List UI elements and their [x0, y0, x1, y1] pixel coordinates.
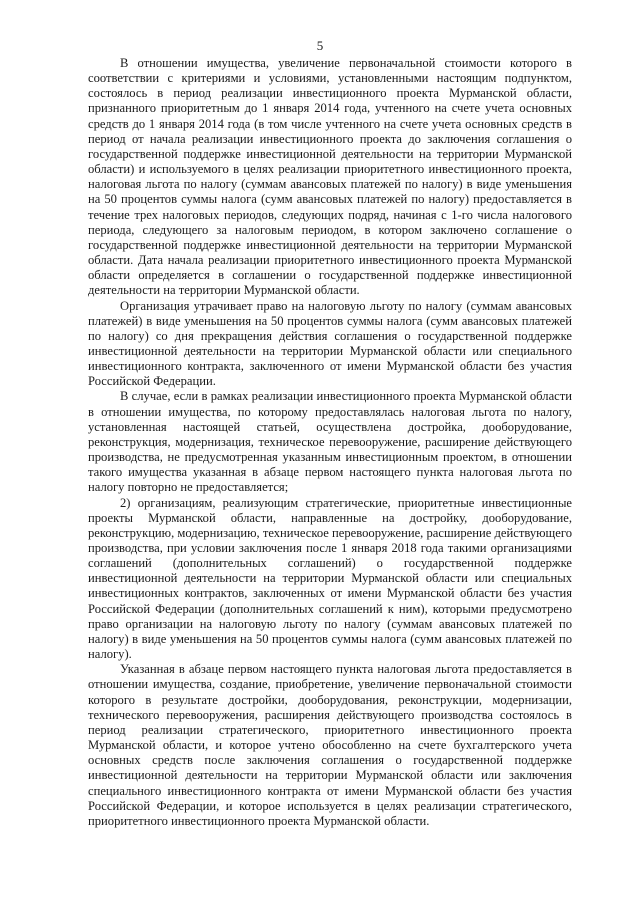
page-number: 5	[316, 38, 324, 53]
paragraph-item-2-organizations: 2) организациям, реализующим стратегические, приоритетные инвестиционные проекты Мурманской области, направленные на достройку, дооборудование, реконструкцию, модернизацию, техническое перевооружение, расширение действующего производства, при условии заключения после 1 января 2018 года такими организациями соглашений (дополнительных соглашений) о государственной поддержке инвестиционной деятельности на территории Мурманской области или специальных инвестиционных контрактов, заключенных от имени Мурманской области без участия Российской Федерации (дополнительных соглашений к ним), которыми предусмотрено право организации на налоговую льготу по налогу (суммам авансовых платежей по налогу) в виде уменьшения на 50 процентов суммы налога (сумм авансовых платежей по налогу).	[88, 495, 572, 662]
paragraph-reconstruction-case: В случае, если в рамках реализации инвестиционного проекта Мурманской области в отношении имущества, по которому предоставлялась налоговая льгота по налогу, установленная настоящей статьей, осуществлена достройка, дооборудование, реконструкция, модернизация, техническое перевооружение, расширение действующего производства, не предусмотренная указанным инвестиционным проектом, в отношении такого имущества указанная в абзаце первом настоящего пункта налоговая льгота по налогу повторно не предоставляется;	[88, 389, 572, 495]
paragraph-property-value-increase: В отношении имущества, увеличение первоначальной стоимости которого в соответствии с критериями и условиями, установленными настоящим подпунктом, состоялось в период реализации инвестиционного проекта Мурманской области, признанного приоритетным до 1 января 2014 года, учтенного на счете учета основных средств до 1 января 2014 года (в том числе учтенного на счете учета основных средств в период от начала реализации инвестиционного проекта до заключения соглашения о государственной поддержке инвестиционной деятельности на территории Мурманской области) и используемого в целях реализации приоритетного инвестиционного проекта, налоговая льгота по налогу (суммам авансовых платежей по налогу) в виде уменьшения на 50 процентов суммы налога (сумм авансовых платежей по налогу) предоставляется в течение трех налоговых периодов, следующих подряд, начиная с 1-го числа налогового периода, следующего за налоговым периодом, в котором заключено соглашение о государственной поддержке инвестиционной деятельности на территории Мурманской области. Дата начала реализации приоритетного инвестиционного проекта Мурманской области определяется в соглашении о государственной поддержке инвестиционной деятельности на территории Мурманской области.	[88, 56, 572, 298]
paragraph-loss-of-right: Организация утрачивает право на налоговую льготу по налогу (суммам авансовых платежей) в виде уменьшения на 50 процентов суммы налога (сумм авансовых платежей по налогу) со дня прекращения действия соглашения о государственной поддержке инвестиционной деятельности на территории Мурманской области или специального инвестиционного контракта, заключенного от имени Мурманской области без участия Российской Федерации.	[88, 298, 572, 389]
document-body	[88, 56, 572, 829]
paragraph-benefit-conditions: Указанная в абзаце первом настоящего пункта налоговая льгота предоставляется в отношении имущества, создание, приобретение, увеличение первоначальной стоимости которого в результате достройки, дооборудования, реконструкции, модернизации, технического перевооружения, расширения действующего производства состоялось в период реализации стратегического, приоритетного инвестиционного проекта Мурманской области, и которое учтено обособленно на счете бухгалтерского учета основных средств после заключения соглашения о государственной поддержке инвестиционной деятельности на территории Мурманской области или заключения специального инвестиционного контракта от имени Мурманской области без участия Российской Федерации, и которое используется в целях реализации стратегического, приоритетного инвестиционного проекта Мурманской области.	[88, 662, 572, 828]
